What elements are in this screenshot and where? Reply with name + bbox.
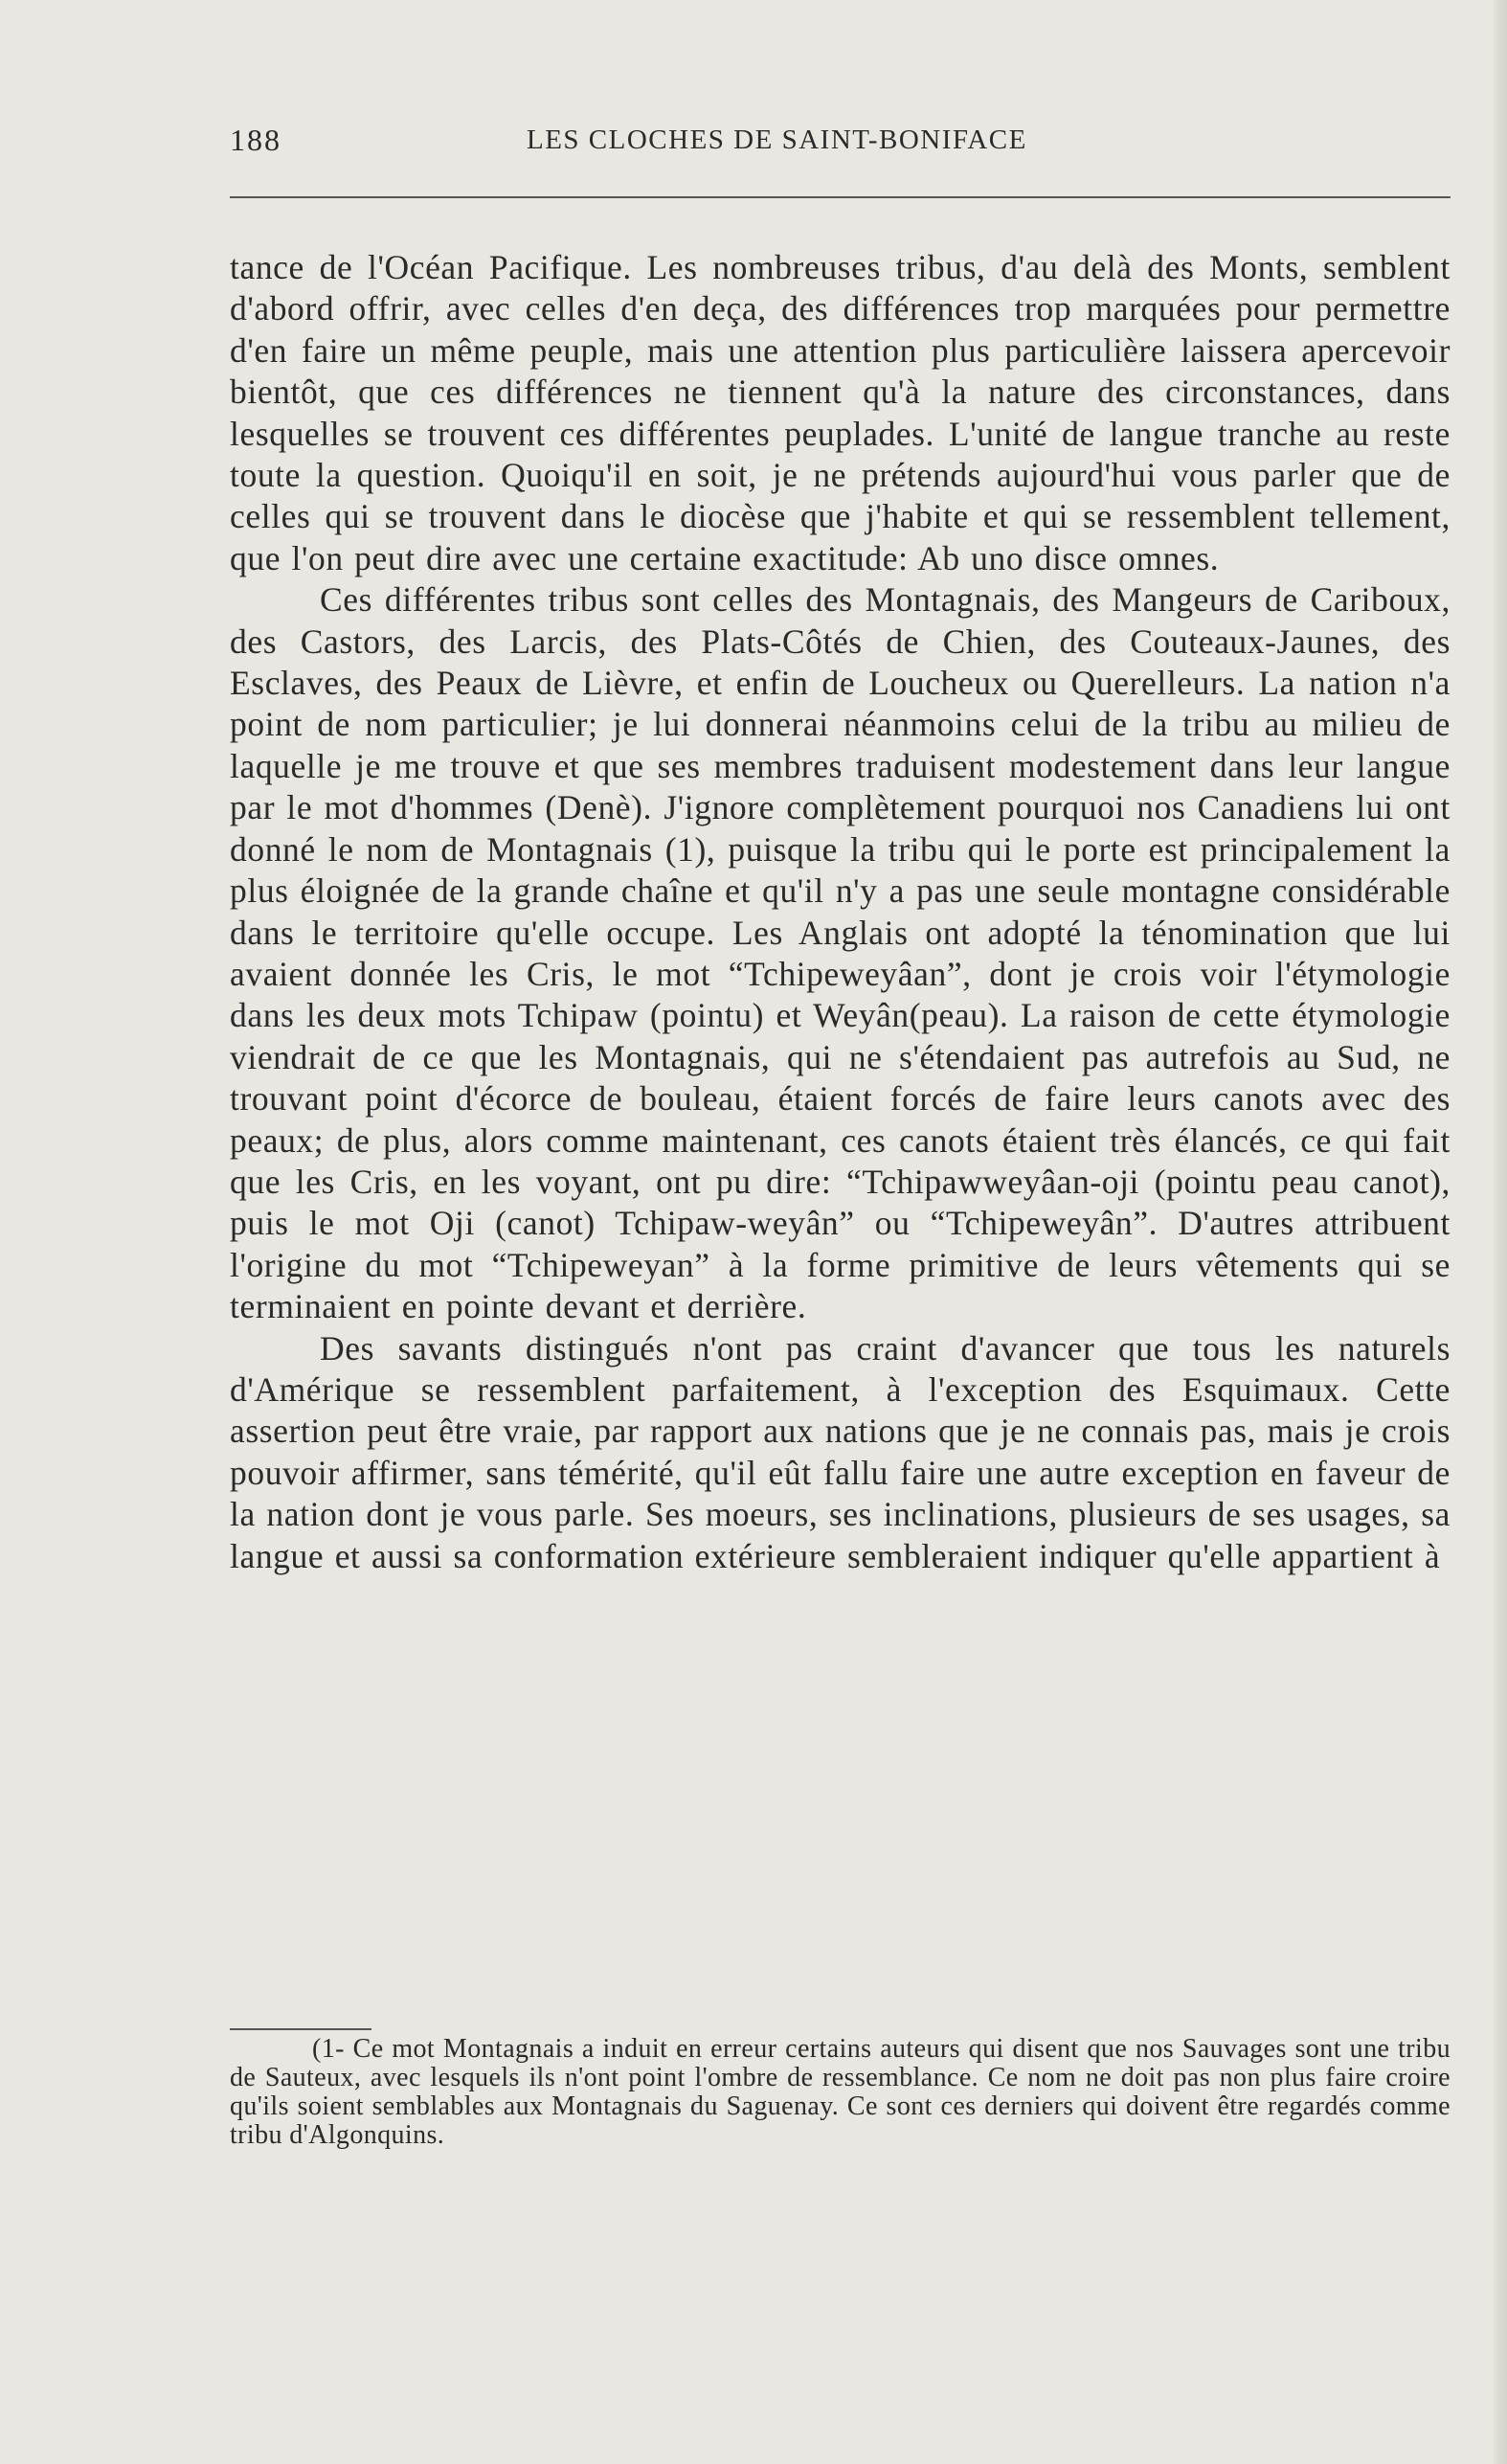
page-edge bbox=[1494, 0, 1507, 2464]
running-head bbox=[230, 123, 1451, 165]
header-rule bbox=[230, 196, 1451, 198]
paragraph-1: tance de l'Océan Pacifique. Les nombreuses tribus, d'au delà des Monts, semblent d'abord offrir, avec celles d'en deça, des différences trop marquées pour permettre d'en faire un même peuple, mais une attention plus particulière laissera apercevoir bientôt, que ces différences ne tiennent qu'à la nature des circonstances, dans lesquelles se trouvent ces différentes peuplades. L'unité de langue tranche au reste toute la question. Quoiqu'il en soit, je ne prétends aujourd'hui vous parler que de celles qui se trouvent dans le diocèse que j'habite et qui se ressemblent tellement, que l'on peut dire avec une certaine exactitude: Ab uno disce omnes. bbox=[230, 248, 1451, 577]
footnote: (1- Ce mot Montagnais a induit en erreur certains auteurs qui disent que nos Sauvages sont une tribu de Sauteux, avec lesquels ils n'ont point l'ombre de ressemblance. Ce nom ne doit pas non plus faire croire qu'ils soient semblables aux Montagnais du Saguenay. Ce sont ces derniers qui doivent être regardés comme tribu d'Algonquins. bbox=[230, 2034, 1451, 2150]
page-number: 188 bbox=[230, 123, 281, 157]
paragraph-2: Ces différentes tribus sont celles des Montagnais, des Mangeurs de Cariboux, des Castors, des Larcis, des Plats-Côtés de Chien, des Couteaux-Jaunes, des Esclaves, des Peaux de Lièvre, et enfin de Loucheux ou Querelleurs. La nation n'a point de nom particulier; je lui donnerai néanmoins celui de la tribu au milieu de laquelle je me trouve et que ses membres traduisent modestement dans leur langue par le mot d'hommes (Denè). J'ignore complètement pourquoi nos Canadiens lui ont donné le nom de Montagnais (1), puisque la tribu qui le porte est principalement la plus éloignée de la grande chaîne et qu'il n'y a pas une seule montagne considérable dans le territoire qu'elle occupe. Les Anglais ont adopté la ténomination que lui avaient donnée les Cris, le mot “Tchipeweyâan”, dont je crois voir l'étymologie dans les deux mots Tchipaw (pointu) et Weyân(peau). La raison de cette étymologie viendrait de ce que les Montagnais, qui ne s'étendaient pas autrefois au Sud, ne trouvant point d'écorce de bouleau, étaient forcés de faire leurs canots avec des peaux; de plus, alors comme maintenant, ces canots étaient très élancés, ce qui fait que les Cris, en les voyant, ont pu dire: “Tchipawweyâan-oji (pointu peau canot), puis le mot Oji (canot) Tchipaw-weyân” ou “Tchipeweyân”. D'autres attribuent l'origine du mot “Tchipeweyan” à la forme primitive de leurs vêtements qui se terminaient en pointe devant et derrière. bbox=[230, 580, 1451, 1326]
body-text bbox=[230, 247, 1451, 1577]
running-title: LES CLOCHES DE SAINT-BONIFACE bbox=[527, 124, 1027, 155]
footnote-rule bbox=[230, 2028, 371, 2030]
paragraph-3: Des savants distingués n'ont pas craint d'avancer que tous les naturels d'Amérique se ressemblent parfaitement, à l'exception des Esquimaux. Cette assertion peut être vraie, par rapport aux nations que je ne connais pas, mais je crois pouvoir affirmer, sans témérité, qu'il eût fallu faire une autre exception en faveur de la nation dont je vous parle. Ses moeurs, ses inclinations, plusieurs de ses usages, sa langue et aussi sa conformation extérieure sembleraient indiquer qu'elle appartient à bbox=[230, 1328, 1451, 1575]
